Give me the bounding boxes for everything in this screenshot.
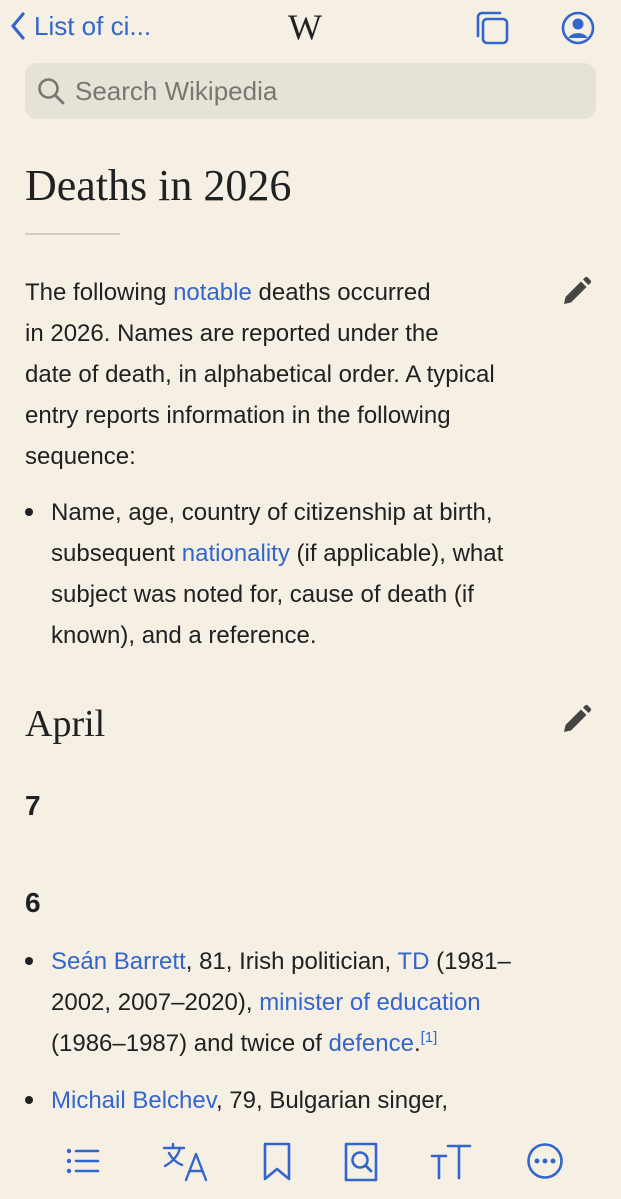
minister-of-education-link[interactable]: minister of education: [259, 989, 481, 1016]
list-text: 2002, 2007–2020),: [51, 989, 260, 1016]
list-text: (1986–1987) and twice of: [51, 1030, 329, 1057]
list-item-text: [51, 492, 503, 656]
bullet-dot: [25, 508, 33, 516]
page-title: Deaths in 2026: [25, 161, 292, 210]
notable-link[interactable]: notable: [173, 279, 252, 306]
intro-line-5: sequence:: [25, 443, 136, 470]
text-size-icon[interactable]: [430, 1142, 472, 1182]
list-item-text: [51, 1080, 448, 1121]
list-item-text: [51, 941, 511, 1064]
list-text: .: [413, 1030, 421, 1057]
intro-text: The following: [25, 279, 174, 306]
nationality-link[interactable]: nationality: [181, 540, 290, 567]
search-placeholder: Search Wikipedia: [75, 75, 278, 106]
list-line: Name, age, country of citizenship at birth,: [51, 499, 493, 526]
intro-line-4: entry reports information in the following: [25, 402, 451, 429]
list-text: subsequent: [51, 540, 182, 567]
tabs-icon[interactable]: [474, 10, 510, 46]
chevron-left-icon: [10, 12, 26, 40]
more-icon[interactable]: [526, 1142, 564, 1180]
language-icon[interactable]: [162, 1142, 208, 1182]
list-line: [51, 1080, 448, 1121]
back-button[interactable]: [10, 8, 151, 44]
contents-icon[interactable]: [64, 1142, 102, 1180]
list-line: [51, 1023, 511, 1064]
wikipedia-logo[interactable]: W: [288, 7, 322, 47]
list-line: [51, 533, 503, 574]
list-text: , 79, Bulgarian singer,: [215, 1087, 449, 1114]
search-icon: [37, 77, 65, 105]
list-line: known), and a reference.: [51, 622, 317, 649]
intro-paragraph: [25, 272, 555, 477]
person-link[interactable]: Seán Barrett: [51, 948, 186, 975]
list-line: subject was noted for, cause of death (if: [51, 581, 474, 608]
bullet-dot: [25, 957, 33, 965]
title-divider: [25, 233, 120, 235]
intro-line-1: [25, 272, 555, 313]
bullet-dot: [25, 1096, 33, 1104]
list-text: (if applicable), what: [289, 540, 504, 567]
intro-text: deaths occurred: [251, 279, 431, 306]
day-heading-6: 6: [25, 887, 41, 918]
reference-link[interactable]: [1]: [420, 1029, 438, 1046]
account-icon[interactable]: [560, 10, 596, 46]
bottom-toolbar: [0, 1130, 621, 1199]
list-text: (1981–: [429, 948, 511, 975]
defence-link[interactable]: defence: [328, 1030, 414, 1057]
edit-section-pencil-icon[interactable]: [560, 704, 592, 736]
td-link[interactable]: TD: [397, 948, 430, 975]
day-heading-7: 7: [25, 790, 41, 821]
section-heading-april: April: [25, 703, 106, 745]
find-in-page-icon[interactable]: [342, 1142, 380, 1182]
edit-intro-pencil-icon[interactable]: [560, 276, 592, 308]
list-text: , 81, Irish politician,: [185, 948, 398, 975]
top-navigation-bar: [0, 0, 621, 56]
list-line: [51, 941, 511, 982]
intro-line-2: in 2026. Names are reported under the: [25, 320, 439, 347]
back-label: List of ci...: [34, 10, 152, 41]
list-line: [51, 982, 511, 1023]
person-link[interactable]: Michail Belchev: [51, 1087, 216, 1114]
intro-line-3: date of death, in alphabetical order. A typical: [25, 361, 495, 388]
search-field[interactable]: [25, 63, 596, 119]
bookmark-icon[interactable]: [262, 1142, 292, 1182]
